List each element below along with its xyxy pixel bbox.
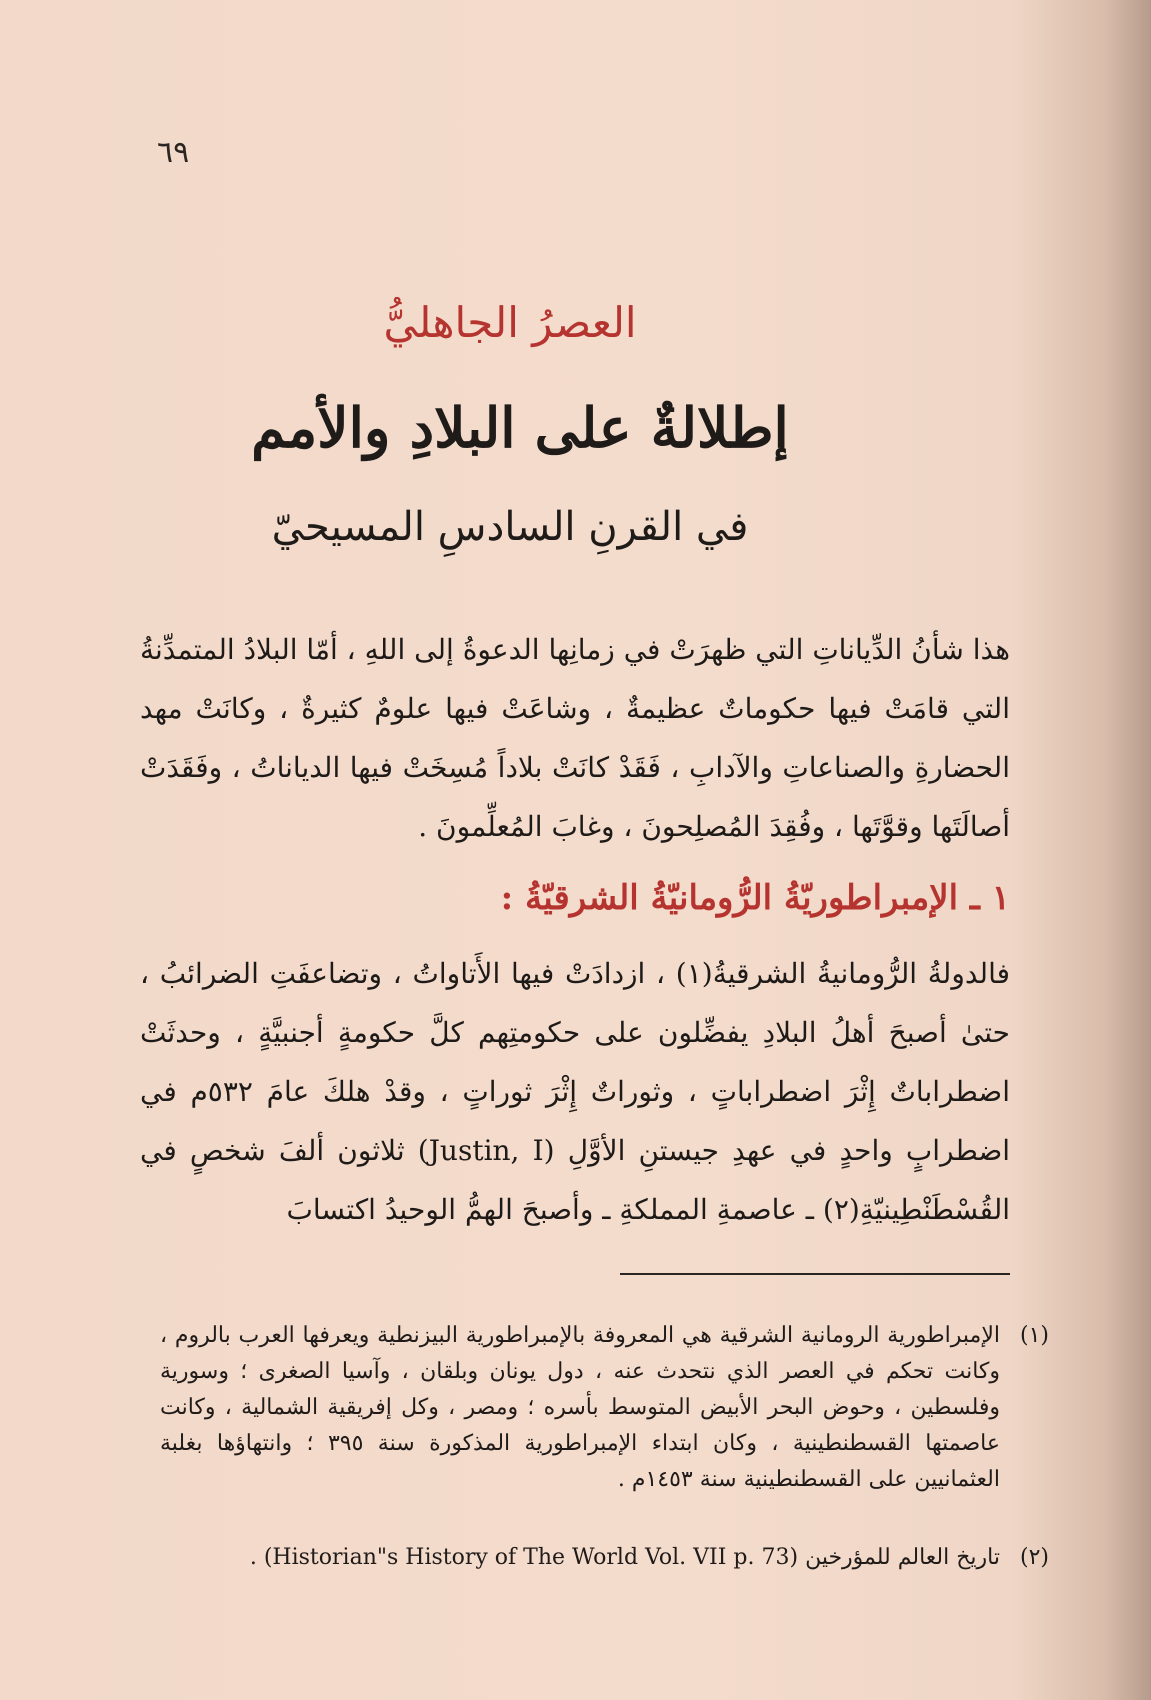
era-title: العصرُ الجاهليُّ <box>383 298 637 347</box>
footnote-2-text: تاريخ العالم للمؤرخين (Historian"s History of The World Vol. VII p. 73) . <box>249 1545 1000 1570</box>
section-heading: ١ ـ الإمبراطوريّةُ الرُّومانيّةُ الشرقيّةُ : <box>500 878 1010 918</box>
page-number: ٦٩ <box>157 135 190 170</box>
main-title: إطلالةٌ على البلادِ والأمم <box>251 395 789 460</box>
body-paragraph: فالدولةُ الرُّومانيةُ الشرقيةُ(١) ، ازدادَتْ فيها الأَتاواتُ ، وتضاعفَتِ الضرائبُ ، حتىٰ أصبحَ أهلُ البلادِ يفضِّلون على حكومتِهم كلَّ حكومةٍ أجنبيَّةٍ ، وحدثَتْ اضطراباتٌ إِثْرَ اضطراباتٍ ، وثوراتٌ إِثْرَ ثوراتٍ ، وقدْ هلكَ عامَ ٥٣٢م في اضطرابٍ واحدٍ في عهدِ جيستنِ الأوَّلِ (Justin, I) ثلاثون ألفَ شخصٍ في القُسْطَنْطِينيّةِ(٢) ـ عاصمةِ المملكةِ ـ وأصبحَ الهمُّ الوحيدُ اكتسابَ <box>140 957 1011 1226</box>
footnote-2-mark: (٢) <box>1020 1545 1050 1570</box>
footnote-1-mark: (١) <box>1020 1323 1050 1348</box>
footnote-divider <box>620 1273 1010 1275</box>
intro-paragraph: هذا شأنُ الدِّياناتِ التي ظهرَتْ في زمانِها الدعوةُ إلى اللهِ ، أمّا البلادُ المتمدِّنةُ التي قامَتْ فيها حكوماتٌ عظيمةٌ ، وشاعَتْ فيها علومٌ كثيرةٌ ، وكانَتْ مهد الحضارةِ والصناعاتِ والآدابِ ، فَقَدْ كانَتْ بلاداً مُسِخَتْ فيها الدياناتُ ، وفَقَدَتْ أصالَتَها وقوَّتَها ، وفُقِدَ المُصلِحونَ ، وغابَ المُعلِّمونَ . <box>140 633 1010 843</box>
sub-title: في القرنِ السادسِ المسيحيّ <box>271 504 749 550</box>
footnote-1-text: الإمبراطورية الرومانية الشرقية هي المعروفة بالإمبراطورية البيزنطية ويعرفها العرب بالروم ، وكانت تحكم في العصر الذي نتحدث عنه ، دول يونان وبلقان ، وآسيا الصغرى ؛ وسورية وفلسطين ، وحوض البحر الأبيض المتوسط بأسره ؛ ومصر ، وكل إفريقية الشمالية ، وكانت عاصمتها القسطنطينية ، وكان ابتداء الإمبراطورية المذكورة سنة ٣٩٥ ؛ وانتهاؤها بغلبة العثمانيين على القسطنطينية سنة ١٤٥٣م . <box>160 1323 1000 1492</box>
